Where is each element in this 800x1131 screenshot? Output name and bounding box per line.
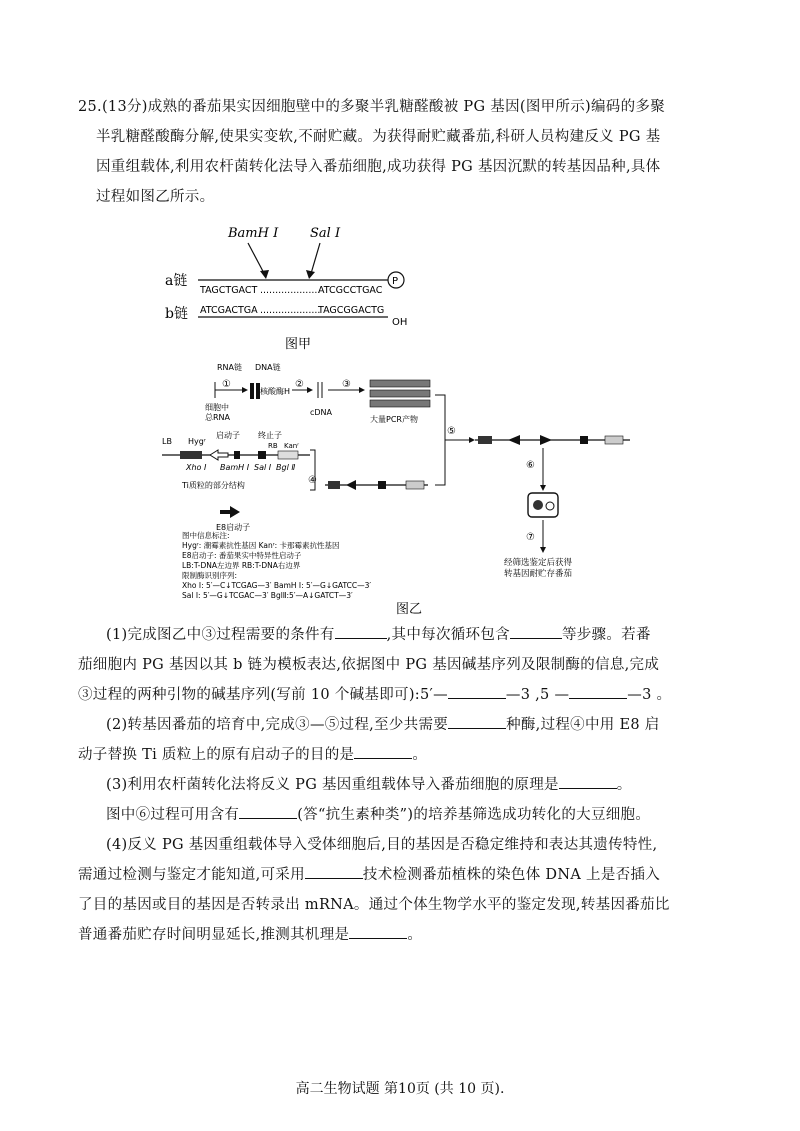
sub-questions [78, 620, 728, 950]
xho-label: Xho Ⅰ [186, 463, 207, 472]
step2-label: ② [295, 379, 304, 390]
step3-label: ③ [342, 379, 351, 390]
bgl-site-label: Bgl Ⅱ [276, 463, 296, 472]
dna-chain-label: DNA链 [255, 363, 281, 372]
bamh-label: BamH Ⅰ [228, 226, 279, 241]
step4-label: ④ [308, 475, 317, 486]
strand-b-seq-left: ATCGACTGA [200, 305, 258, 316]
q2-blank-1[interactable] [448, 712, 506, 729]
q2-line-2: 动子替换 Ti 质粒上的原有启动子的目的是 。 [78, 740, 728, 770]
legend-line-4: 限制酶识别序列: [182, 571, 238, 580]
question-line-2: 半乳糖醛酸酶分解,使果实变软,不耐贮藏。为获得耐贮藏番茄,科研人员构建反义 PG 基 [96, 129, 661, 145]
e8-promoter-label: E8启动子 [216, 523, 251, 532]
q1-line-3: ③过程的两种引物的碱基序列(写前 10 个碱基即可):5′— —3 ,5 — —3 。 [78, 680, 728, 710]
terminator-block [258, 451, 266, 459]
page-footer: 高二生物试题 第10页 (共 10 页). [295, 1081, 505, 1097]
legend-line-1: Hygʳ: 潮霉素抗性基因 Kanʳ: 卡那霉素抗性基因 [182, 541, 340, 550]
question-line-4: 过程如图乙所示。 [96, 189, 215, 205]
step7-label: ⑦ [526, 532, 535, 543]
screen-label-1: 经筛选鉴定后获得 [504, 558, 573, 568]
step7-arrowhead [540, 547, 546, 553]
pcr-bar-2 [370, 390, 430, 397]
q4-blank-2[interactable] [349, 922, 407, 939]
strand-a-seq-dots: .................... [260, 285, 321, 296]
question-line-1: 25.(13分)成熟的番茄果实因细胞壁中的多聚半乳糖醛酸被 PG 基因(图甲所示)编码的多聚 [78, 99, 665, 115]
q1-blank-2[interactable] [510, 622, 562, 639]
step5-label: ⑤ [447, 426, 456, 437]
final-block-3 [605, 436, 623, 444]
total-rna-label-1: 细胞中 [205, 403, 229, 412]
ti-structure-label: Ti质粒的部分结构 [182, 481, 245, 490]
pcr-bar-3 [370, 400, 430, 407]
kan-label: Kanʳ [284, 442, 300, 450]
strand-b-seq-dots: .................... [260, 305, 321, 316]
terminator-label: 终止子 [258, 431, 282, 440]
question-line-3: 因重组载体,利用农杆菌转化法导入番茄细胞,成功获得 PG 基因沉默的转基因品种,具体 [96, 159, 661, 175]
legend-line-6: Sal Ⅰ: 5′—G↓TCGAC—3′ BglⅡ:5′—A↓GATCT—3′ [182, 591, 353, 600]
pcr-product-label: 大量PCR产物 [370, 415, 418, 424]
strand-a-label: a链 [165, 273, 188, 289]
recombinant-block-1 [328, 481, 340, 489]
promoter-arrow [210, 450, 228, 460]
total-rna-label-2: 总RNA [205, 413, 231, 422]
q4-line-1: (4)反义 PG 基因重组载体导入受体细胞后,目的基因是否稳定维持和表达其遗传特性, [106, 837, 658, 853]
sal-arrowhead [306, 270, 315, 279]
q1-line-1: (1)完成图乙中③过程需要的条件有 ,其中每次循环包含 等步骤。若番 [78, 620, 728, 650]
oh-label: OH [392, 317, 408, 328]
phosphate-label: P [392, 276, 399, 287]
q4-line-3: 了目的基因或目的基因是否转录出 mRNA。通过个体生物学水平的鉴定发现,转基因番茄比 [78, 897, 670, 913]
step2-arrowhead [307, 387, 313, 393]
bamh-site-label: BamH Ⅰ [220, 463, 250, 472]
step1-arrowhead [242, 387, 248, 393]
q4-blank-1[interactable] [305, 862, 363, 879]
legend-title: 图中信息标注: [182, 531, 230, 540]
q1-blank-1[interactable] [335, 622, 387, 639]
strand-b-seq-right: TAGCGGACTG [318, 305, 385, 316]
legend-line-5: Xho Ⅰ: 5′—C↓TCGAG—3′ BamH Ⅰ: 5′—G↓GATCC—3′ [182, 581, 372, 590]
cdna-label: cDNA [310, 408, 333, 417]
q3-blank-2[interactable] [239, 802, 297, 819]
nuclease-label: 核酸酶H [260, 387, 291, 396]
final-block-2 [580, 436, 588, 444]
screen-label-2: 转基因耐贮存番茄 [504, 569, 573, 579]
figure-b-caption: 图乙 [396, 602, 423, 617]
sal-label: Sal Ⅰ [310, 226, 341, 241]
final-arrow-1 [508, 435, 520, 445]
step6-label: ⑥ [526, 460, 535, 471]
q2-blank-2[interactable] [354, 742, 412, 759]
hybrid-strands [250, 383, 254, 399]
lb-label: LB [162, 437, 172, 446]
figure-b [160, 360, 640, 620]
figure-a [160, 215, 460, 365]
recombinant-arrow [346, 480, 356, 490]
q1-primer-2-blank[interactable] [569, 682, 627, 699]
legend-line-3: LB:T-DNA左边界 RB:T-DNA右边界 [182, 561, 301, 570]
q3-line-2: 图中⑥过程可用含有 (答“抗生素种类”)的培养基筛选成功转化的大豆细胞。 [78, 800, 728, 830]
step6-arrowhead [540, 485, 546, 491]
q1-line-2: 茄细胞内 PG 基因以其 b 链为模板表达,依据图中 PG 基因碱基序列及限制酶的信息,完成 [78, 657, 660, 673]
step1-label: ① [222, 379, 231, 390]
ti-block [234, 451, 240, 459]
final-block-1 [478, 436, 492, 444]
kan-gene [278, 451, 298, 459]
recombinant-block-3 [406, 481, 424, 489]
hyg-label: Hygʳ [188, 437, 206, 446]
cell-icon-1 [533, 500, 543, 510]
step5-bracket [435, 395, 445, 485]
rb-label: RB [268, 442, 278, 450]
q4-line-2: 需通过检测与鉴定才能知道,可采用 技术检测番茄植株的染色体 DNA 上是否插入 [78, 860, 728, 890]
strand-b-label: b链 [165, 306, 188, 322]
hyg-gene [180, 451, 202, 459]
q4-line-4: 普通番茄贮存时间明显延长,推测其机理是 。 [78, 920, 728, 950]
q3-blank-1[interactable] [559, 772, 617, 789]
step5-arrowhead [469, 437, 475, 443]
sal-site-label: Sal Ⅰ [254, 463, 272, 472]
q2-line-1: (2)转基因番茄的培育中,完成③—⑤过程,至少共需要 种酶,过程④中用 E8 启 [78, 710, 728, 740]
recombinant-block-2 [378, 481, 386, 489]
q1-primer-1-blank[interactable] [448, 682, 506, 699]
strand-a-seq-right: ATCGCCTGAC [318, 285, 383, 296]
bamh-arrowhead [260, 270, 269, 279]
question-stem [78, 92, 728, 212]
rna-chain-label: RNA链 [217, 363, 243, 372]
figure-a-caption: 图甲 [285, 337, 312, 352]
q3-line-1: (3)利用农杆菌转化法将反义 PG 基因重组载体导入番茄细胞的原理是 。 [78, 770, 728, 800]
e8-promoter-arrow [220, 506, 240, 518]
strand-a-seq-left: TAGCTGACT [200, 285, 258, 296]
pcr-bar-1 [370, 380, 430, 387]
final-arrow-2 [540, 435, 552, 445]
promoter-label: 启动子 [216, 431, 240, 440]
step3-arrowhead [359, 387, 365, 393]
legend-line-2: E8启动子: 番茄果实中特异性启动子 [182, 551, 302, 560]
